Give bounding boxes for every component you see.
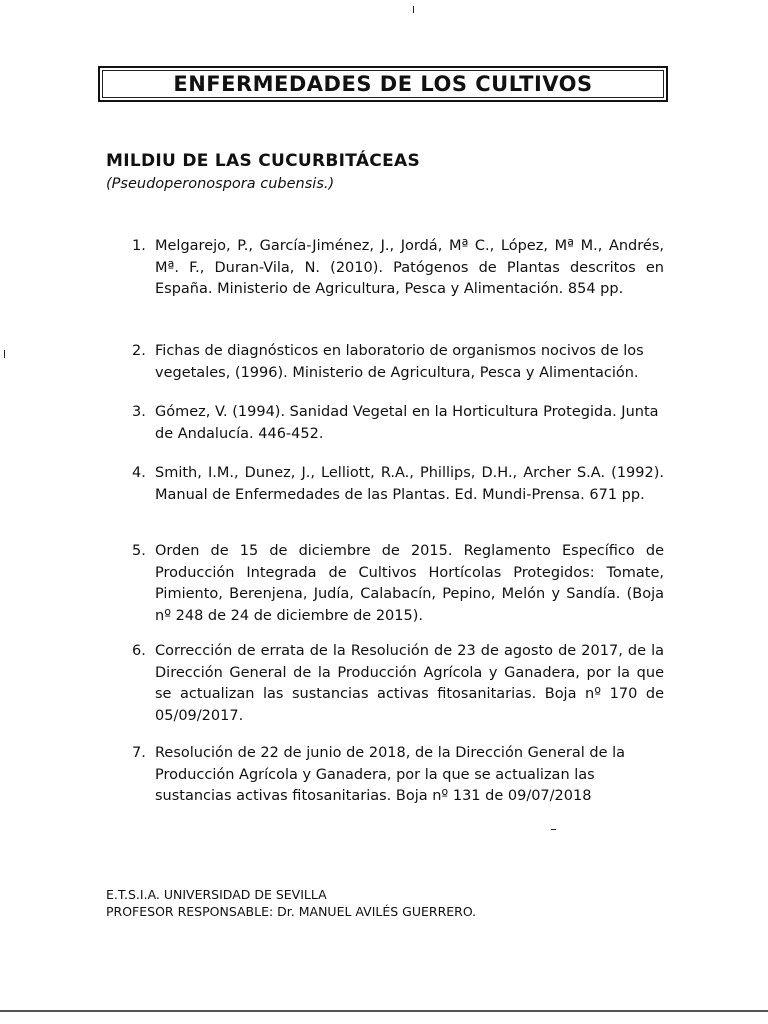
- reference-text: Smith, I.M., Dunez, J., Lelliott, R.A., Phillips, D.H., Archer S.A. (1992). Manual de Enfermedades de las Plantas. Ed. Mundi-Prensa. 671 pp.: [155, 465, 664, 503]
- reference-text: Gómez, V. (1994). Sanidad Vegetal en la Horticultura Protegida. Junta de Andalucía. 446-452.: [155, 404, 659, 442]
- section-heading: MILDIU DE LAS CUCURBITÁCEAS: [106, 151, 420, 171]
- reference-text: Corrección de errata de la Resolución de 23 de agosto de 2017, de la Dirección General de la Producción Agrícola y Ganadera, por la que se actualizan las sustancias activas fitosanitarias. Boja nº 170 de 05/09/2017.: [155, 643, 664, 724]
- page-title: ENFERMEDADES DE LOS CULTIVOS: [173, 72, 593, 96]
- reference-number: 3.: [132, 404, 146, 420]
- subheading-close-paren: ): [328, 176, 335, 192]
- subheading-open-paren: (: [106, 176, 112, 192]
- reference-text: Fichas de diagnósticos en laboratorio de organismos nocivos de los vegetales, (1996). Ministerio de Agricultura, Pesca y Alimentación.: [155, 343, 644, 381]
- reference-text: Resolución de 22 de junio de 2018, de la Dirección General de la Producción Agrícola y Ganadera, por la que se actualizan las sustancias activas fitosanitarias. Boja nº 131 de 09/07/2018: [155, 745, 626, 804]
- reference-text: Orden de 15 de diciembre de 2015. Reglamento Específico de Producción Integrada de Cultivos Hortícolas Protegidos: Tomate, Pimiento, Berenjena, Judía, Calabacín, Pepino, Melón y Sandía. (Boja nº 248 de 24 de diciembre de 2015).: [155, 543, 664, 624]
- reference-number: 1.: [132, 238, 146, 254]
- species-name: Pseudoperonospora cubensis.: [111, 176, 329, 192]
- reference-number: 4.: [132, 465, 146, 481]
- scan-mark: [551, 829, 556, 830]
- footer-institution: E.T.S.I.A. UNIVERSIDAD DE SEVILLA: [106, 887, 327, 902]
- footer-professor: PROFESOR RESPONSABLE: Dr. MANUEL AVILÉS GUERRERO.: [106, 904, 477, 919]
- scan-edge-line: [0, 1010, 768, 1012]
- reference-number: 6.: [132, 643, 146, 659]
- reference-number: 7.: [132, 745, 146, 761]
- scan-mark: [413, 6, 414, 13]
- scan-mark: [4, 350, 5, 358]
- section-subheading: [106, 176, 334, 192]
- footer: [106, 886, 476, 920]
- title-box: [98, 66, 668, 102]
- reference-number: 2.: [132, 343, 146, 359]
- reference-number: 5.: [132, 543, 146, 559]
- reference-text: Melgarejo, P., García-Jiménez, J., Jordá, Mª C., López, Mª M., Andrés, Mª. F., Duran-Vila, N. (2010). Patógenos de Plantas descritos en España. Ministerio de Agricultura, Pesca y Alimentación. 854 pp.: [155, 238, 664, 297]
